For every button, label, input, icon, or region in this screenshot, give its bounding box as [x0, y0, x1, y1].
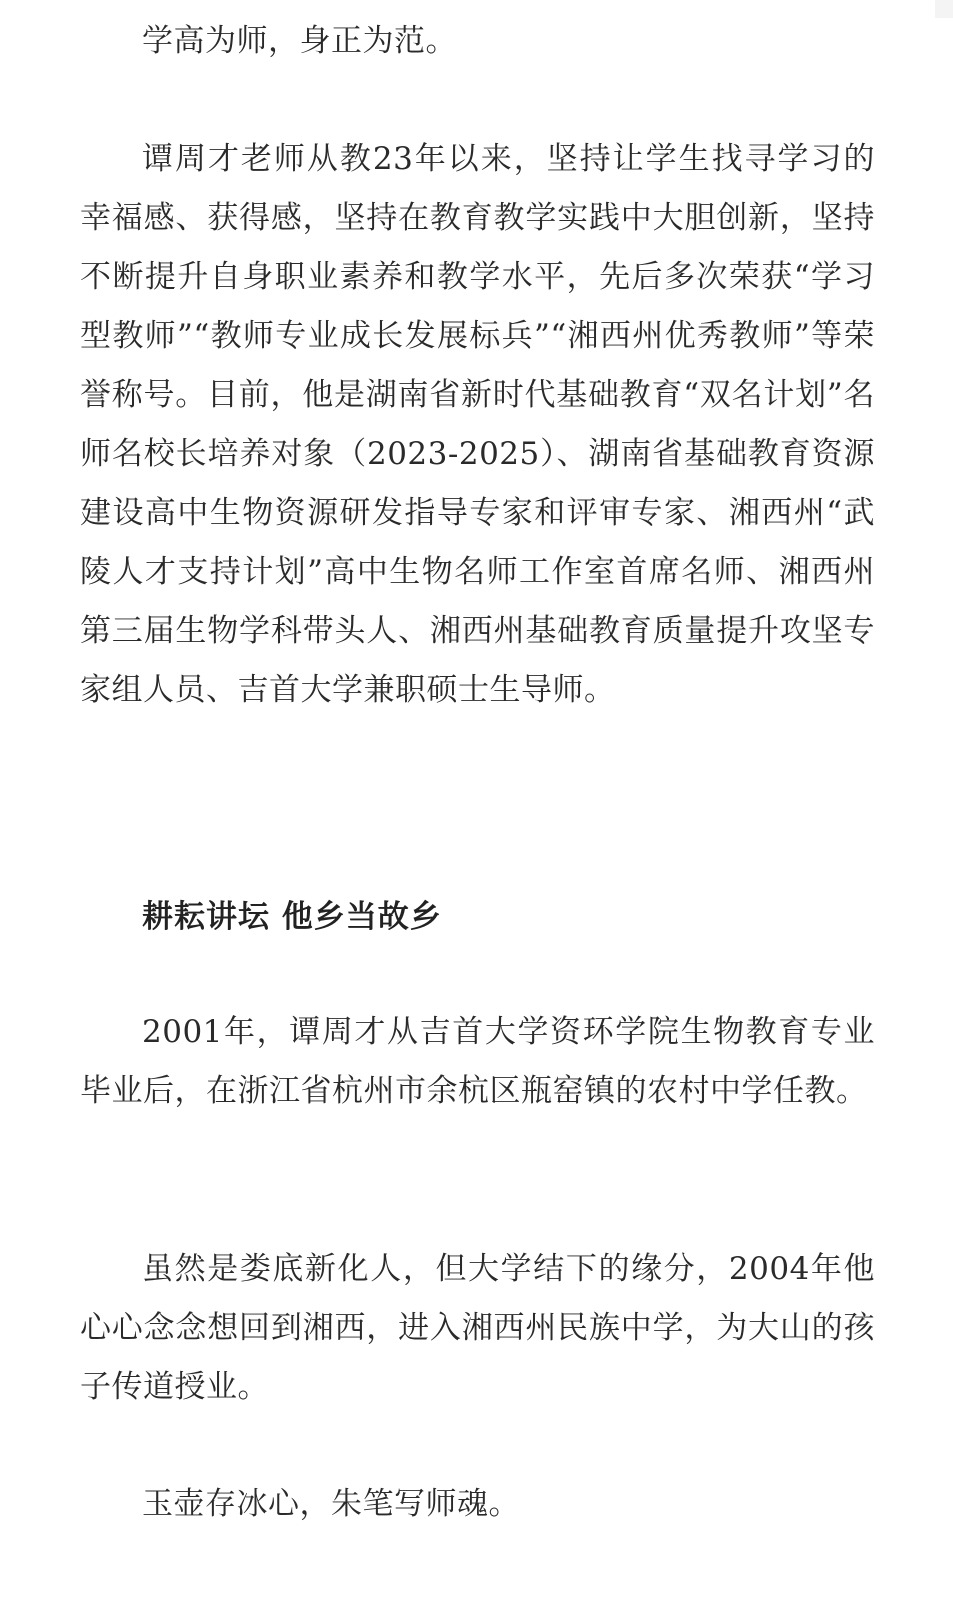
- paragraph-motto: 学高为师，身正为范。: [142, 23, 457, 59]
- paragraph-career-start: 2001年，谭周才从吉首大学资环学院生物教育专业毕业后，在浙江省杭州市余杭区瓶窑镇的农村中学任教。: [80, 1014, 875, 1109]
- paragraph-return-xiangxi: 虽然是娄底新化人，但大学结下的缘分，2004年他心心念念想回到湘西，进入湘西州民族中学，为大山的孩子传道授业。: [80, 1251, 875, 1405]
- section-heading: 耕耘讲坛 他乡当故乡: [142, 899, 442, 935]
- paragraph-teacher-profile: 谭周才老师从教23年以来，坚持让学生找寻学习的幸福感、获得感，坚持在教育教学实践中大胆创新，坚持不断提升自身职业素养和教学水平，先后多次荣获“学习型教师”“教师专业成长发展标兵”“湘西州优秀教师”等荣誉称号。目前，他是湖南省新时代基础教育“双名计划”名师名校长培养对象（2023-2025）、湖南省基础教育资源建设高中生物资源研发指导专家和评审专家、湘西州“武陵人才支持计划”高中生物名师工作室首席名师、湘西州第三届生物学科带头人、湘西州基础教育质量提升攻坚专家组人员、吉首大学兼职硕士生导师。: [80, 141, 875, 708]
- paragraph-closing: 玉壶存冰心，朱笔写师魂。: [142, 1486, 520, 1522]
- corner-shade: [935, 0, 953, 18]
